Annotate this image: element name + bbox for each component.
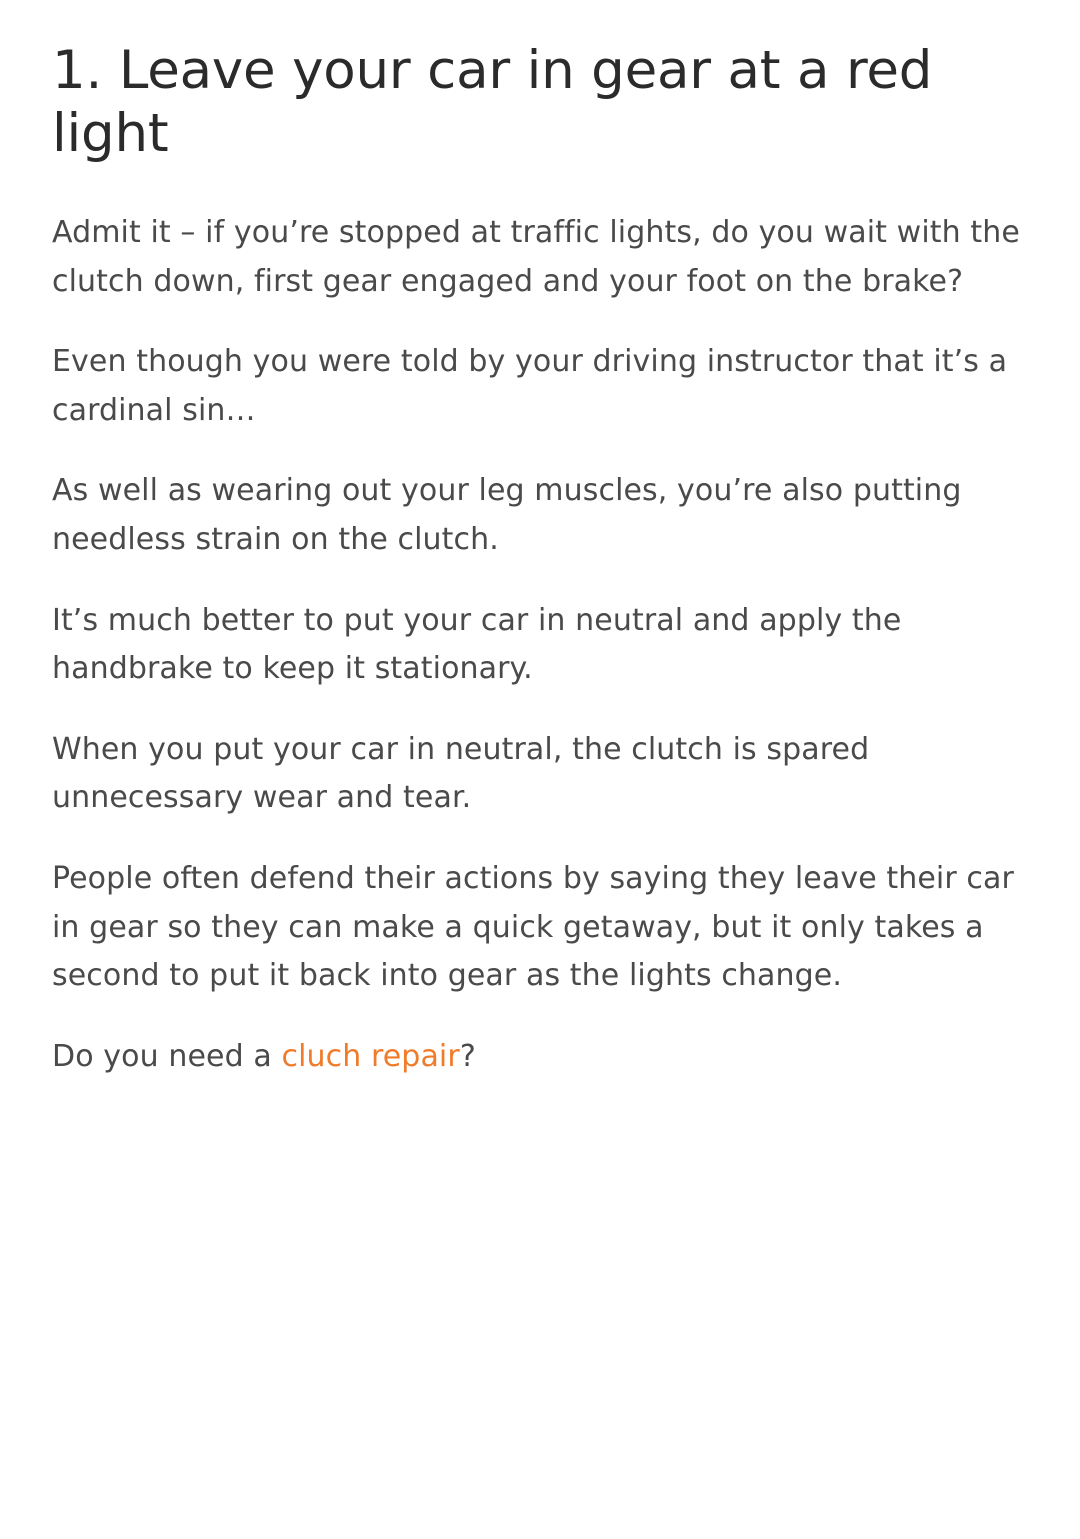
- paragraph: When you put your car in neutral, the clutch is spared unnecessary wear and tear.: [52, 731, 870, 816]
- paragraph: As well as wearing out your leg muscles, you’re also putting needless strain on the clutch.: [52, 473, 962, 558]
- paragraph: Even though you were told by your driving instructor that it’s a cardinal sin…: [52, 344, 1008, 428]
- closing-paragraph: [52, 1033, 1020, 1082]
- closing-lead-text: Do you need a: [52, 1038, 282, 1074]
- clutch-repair-link[interactable]: cluch repair: [281, 1038, 460, 1074]
- article-body: [52, 209, 1020, 1081]
- paragraph: It’s much better to put your car in neutral and apply the handbrake to keep it stationary.: [52, 602, 902, 687]
- paragraph: People often defend their actions by saying they leave their car in gear so they can make a quick getaway, but it only takes a second to put it back into gear as the lights change.: [52, 861, 1014, 994]
- closing-trail-text: ?: [459, 1038, 476, 1074]
- paragraph: Admit it – if you’re stopped at traffic lights, do you wait with the clutch down, first gear engaged and your foot on the brake?: [52, 215, 1020, 299]
- page-title: 1. Leave your car in gear at a red light: [52, 40, 933, 164]
